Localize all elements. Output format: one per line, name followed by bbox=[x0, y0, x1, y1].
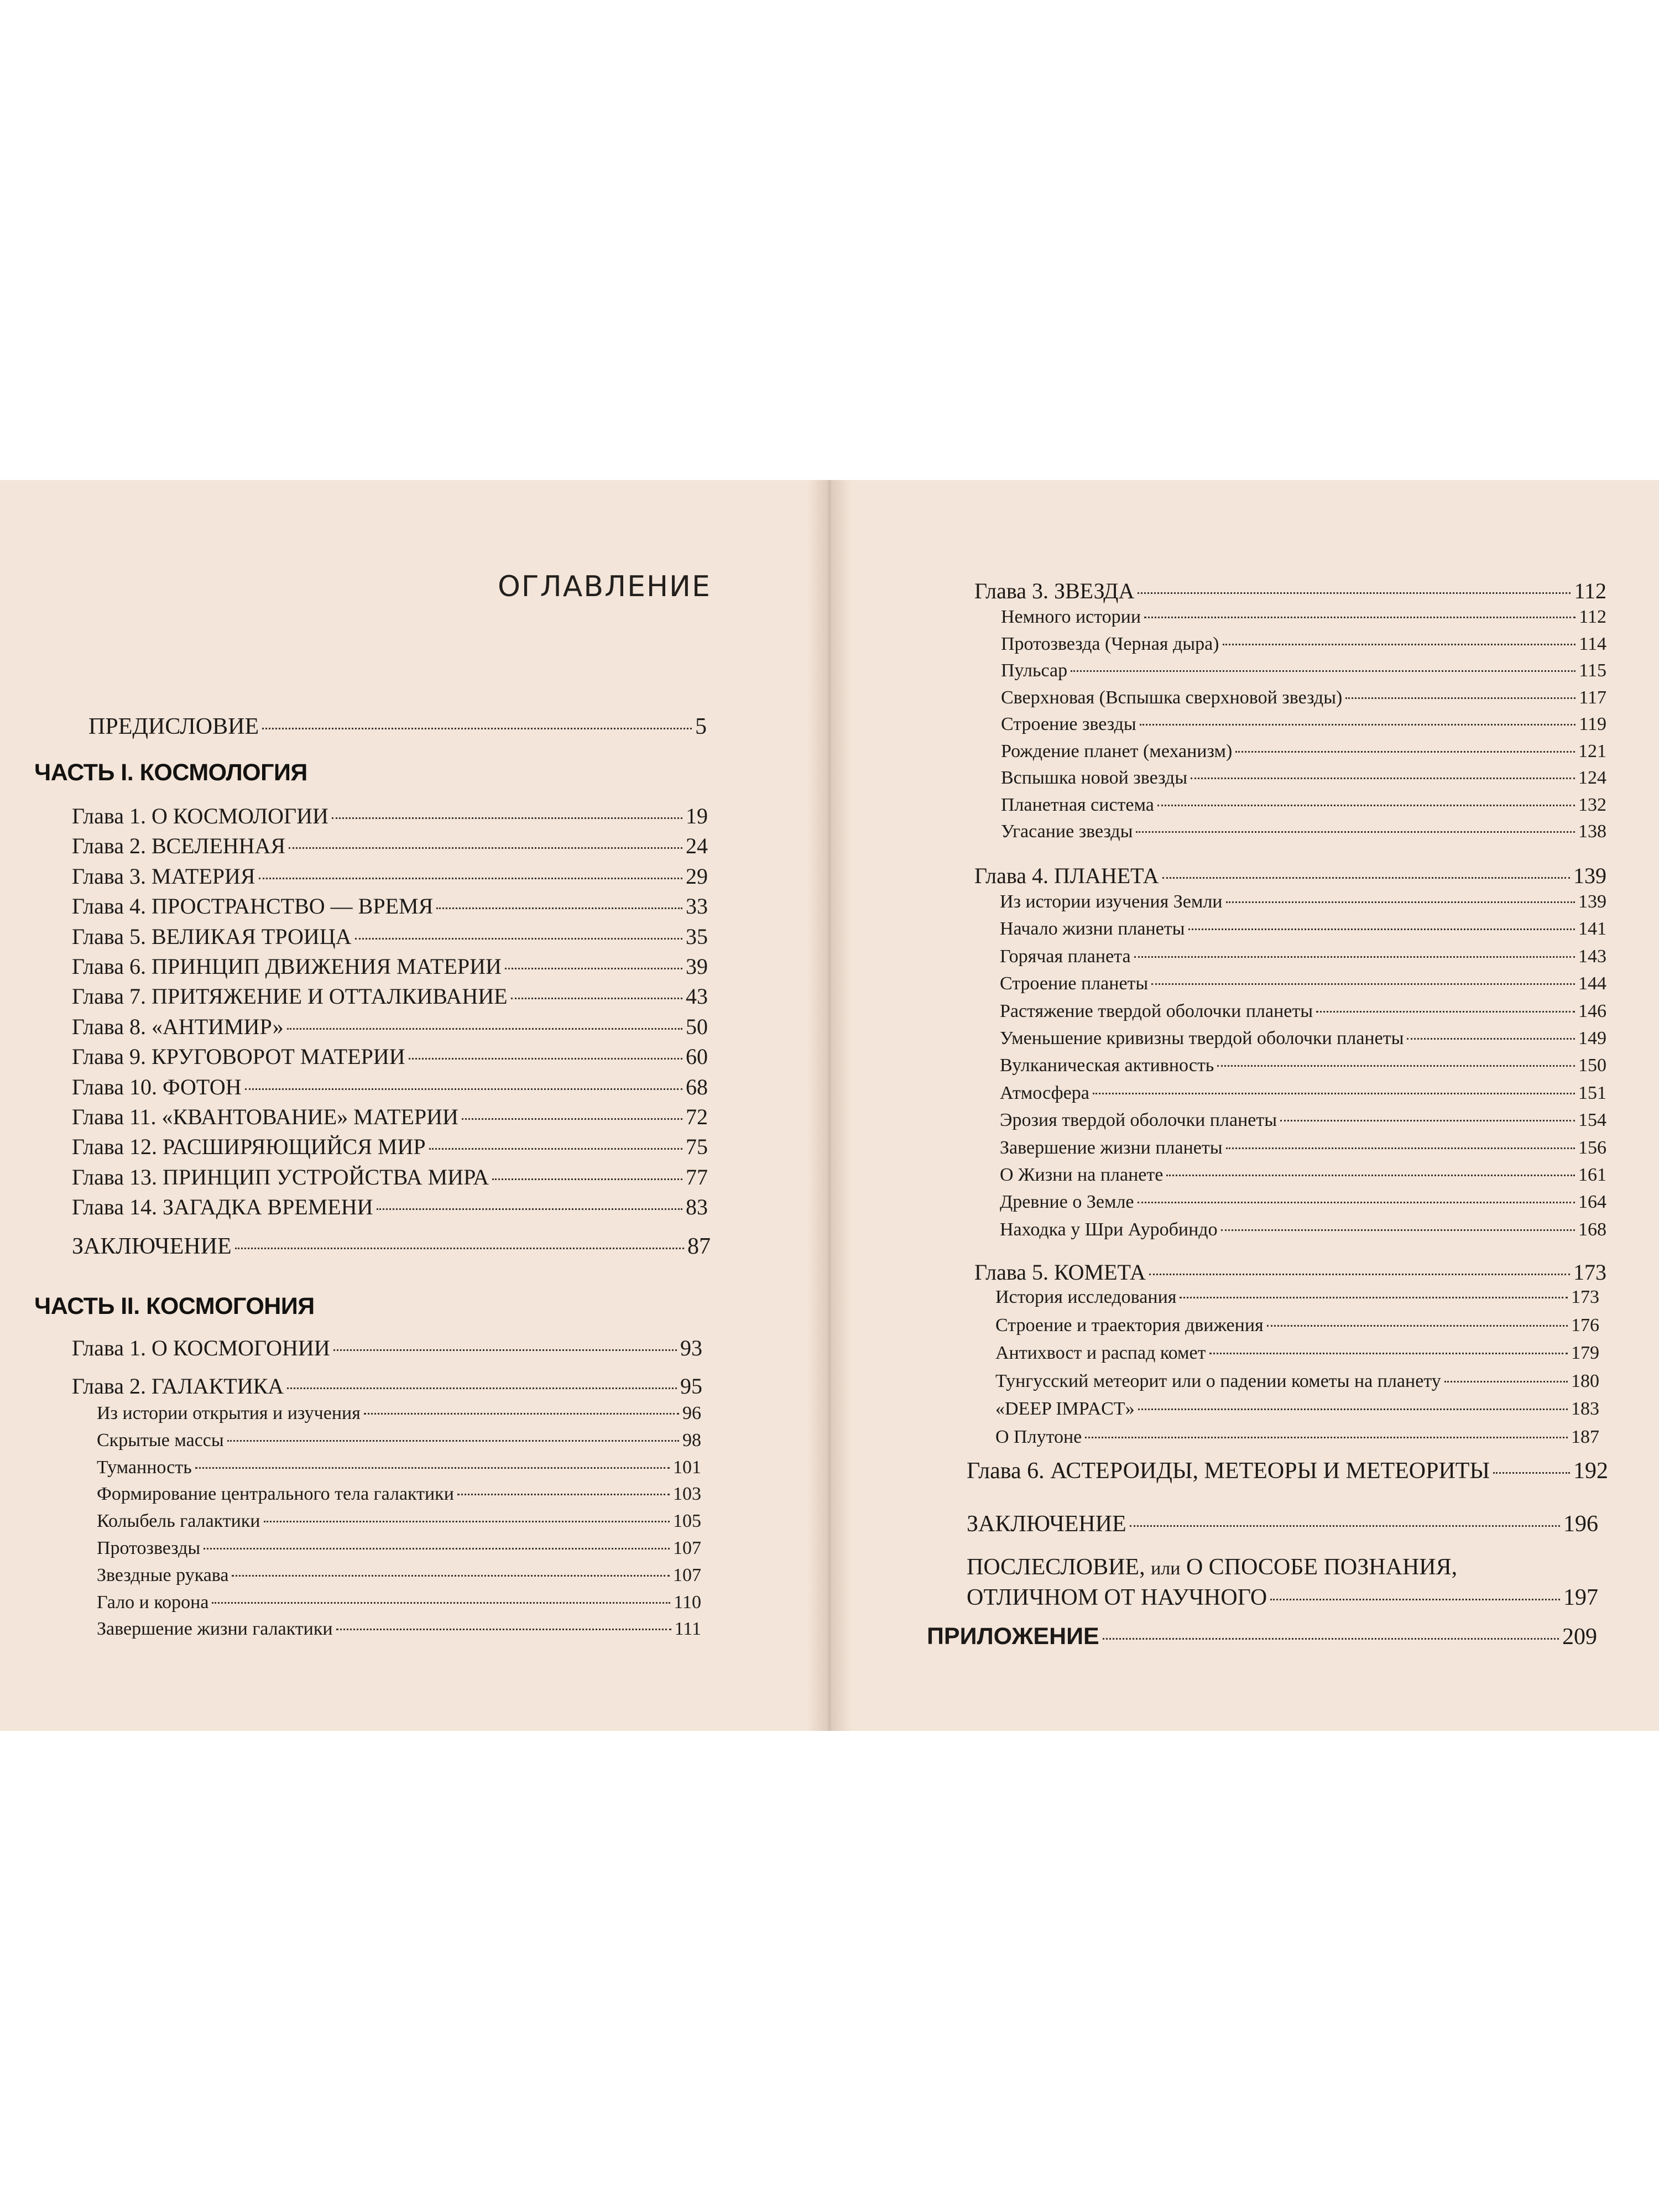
dot-leader bbox=[511, 998, 682, 999]
toc-entry-chapter bbox=[72, 1044, 708, 1070]
dot-leader bbox=[377, 1208, 682, 1210]
dot-leader bbox=[1209, 1353, 1568, 1354]
toc-entry-section bbox=[97, 1565, 701, 1586]
dot-leader bbox=[462, 1118, 682, 1120]
page-number: 192 bbox=[1573, 1458, 1608, 1484]
page-number: 161 bbox=[1578, 1165, 1606, 1185]
toc-entry-label: Строение звезды bbox=[1001, 714, 1136, 734]
page-number: 24 bbox=[686, 833, 708, 859]
dot-leader bbox=[1085, 1437, 1568, 1438]
page-number: 143 bbox=[1578, 946, 1606, 967]
toc-entry-chapter bbox=[974, 578, 1606, 604]
toc-entry-label: Древние о Земле bbox=[1000, 1192, 1134, 1213]
page-number: 151 bbox=[1578, 1082, 1606, 1103]
toc-entry-label: Уменьшение кривизны твердой оболочки планеты bbox=[1000, 1028, 1404, 1048]
dot-leader bbox=[1221, 1229, 1575, 1231]
page-number: 93 bbox=[680, 1335, 702, 1360]
page-number: 35 bbox=[686, 924, 708, 949]
toc-entry-section bbox=[995, 1371, 1599, 1392]
toc-entry-label: Глава 4. ПЛАНЕТА bbox=[974, 863, 1159, 888]
toc-entry-label: Глава 13. ПРИНЦИП УСТРОЙСТВА МИРА bbox=[72, 1164, 489, 1190]
page-number: 124 bbox=[1578, 768, 1606, 788]
toc-entry-section bbox=[97, 1457, 701, 1478]
dot-leader bbox=[505, 968, 682, 969]
toc-entry-label: Завершение жизни планеты bbox=[1000, 1137, 1223, 1158]
toc-entry-chapter bbox=[72, 1164, 708, 1190]
dot-leader bbox=[1138, 1202, 1575, 1203]
toc-entry-label: Глава 6. ПРИНЦИП ДВИЖЕНИЯ МАТЕРИИ bbox=[72, 954, 502, 979]
dot-leader bbox=[1223, 644, 1576, 645]
dot-leader bbox=[1217, 1065, 1575, 1067]
page-number: 209 bbox=[1562, 1624, 1597, 1650]
dot-leader bbox=[1493, 1472, 1570, 1474]
dot-leader bbox=[1316, 1011, 1575, 1013]
page-number: 103 bbox=[673, 1484, 701, 1505]
toc-entry-section bbox=[1000, 1083, 1606, 1104]
page-number: 107 bbox=[673, 1538, 701, 1558]
page-number: 98 bbox=[682, 1430, 701, 1451]
page-number: 101 bbox=[673, 1457, 701, 1478]
page-number: 33 bbox=[686, 894, 708, 919]
page-number: 139 bbox=[1573, 863, 1606, 888]
toc-entry-label: Глава 12. РАСШИРЯЮЩИЙСЯ МИР bbox=[72, 1134, 426, 1160]
toc-entry-section bbox=[995, 1287, 1599, 1308]
dot-leader bbox=[1280, 1120, 1575, 1121]
toc-entry-section bbox=[1001, 687, 1606, 708]
page-number: 154 bbox=[1578, 1110, 1606, 1131]
toc-entry-label: Протозвезды bbox=[97, 1538, 201, 1558]
dot-leader bbox=[1407, 1038, 1575, 1040]
toc-entry-section bbox=[1000, 1138, 1606, 1159]
dot-leader bbox=[1136, 831, 1575, 833]
toc-entry-preface bbox=[88, 713, 707, 740]
toc-entry-section bbox=[1001, 768, 1606, 789]
dot-leader bbox=[1138, 1408, 1568, 1410]
toc-entry-section bbox=[1001, 714, 1606, 735]
toc-entry-chapter bbox=[72, 833, 708, 859]
dot-leader bbox=[492, 1178, 682, 1180]
toc-entry-label: Вулканическая активность bbox=[1000, 1055, 1214, 1076]
toc-entry-section bbox=[1000, 1055, 1606, 1076]
page-number: 173 bbox=[1571, 1287, 1599, 1307]
toc-entry-section bbox=[97, 1430, 701, 1451]
toc-title: ОГЛАВЛЕНИЕ bbox=[498, 570, 711, 603]
dot-leader bbox=[235, 1248, 684, 1249]
dot-leader bbox=[1134, 956, 1575, 958]
page-number: 183 bbox=[1571, 1399, 1599, 1419]
toc-entry-label: ПОСЛЕСЛОВИЕ, bbox=[967, 1554, 1145, 1580]
toc-entry-label: Звездные рукава bbox=[97, 1564, 229, 1585]
toc-entry-chapter bbox=[72, 1134, 708, 1160]
page-number: 150 bbox=[1578, 1055, 1606, 1076]
toc-entry-chapter bbox=[974, 863, 1606, 889]
toc-entry-label: Горячая планета bbox=[1000, 946, 1131, 967]
toc-entry-chapter bbox=[72, 924, 708, 950]
part-heading: ЧАСТЬ I. КОСМОЛОГИЯ bbox=[34, 759, 307, 786]
page-number: 19 bbox=[686, 804, 708, 828]
toc-entry-section bbox=[97, 1511, 701, 1532]
toc-entry-section bbox=[1000, 1165, 1606, 1186]
dot-leader bbox=[1267, 1325, 1568, 1327]
page-number: 117 bbox=[1579, 687, 1606, 708]
page-number: 5 bbox=[695, 714, 707, 739]
toc-entry-label: Глава 1. О КОСМОГОНИИ bbox=[72, 1335, 330, 1360]
toc-entry-label: Глава 1. О КОСМОЛОГИИ bbox=[72, 804, 328, 828]
page-number: 115 bbox=[1579, 660, 1606, 681]
dot-leader bbox=[336, 1629, 671, 1630]
toc-entry-label: Глава 3. МАТЕРИЯ bbox=[72, 863, 255, 889]
page-number: 180 bbox=[1571, 1370, 1599, 1391]
dot-leader bbox=[1140, 724, 1576, 726]
toc-entry-label: ЗАКЛЮЧЕНИЕ bbox=[967, 1511, 1126, 1537]
toc-entry-label: Эрозия твердой оболочки планеты bbox=[1000, 1110, 1277, 1131]
toc-entry-label: Из истории изучения Земли bbox=[1000, 891, 1223, 912]
page-number: 112 bbox=[1574, 578, 1606, 603]
toc-entry-section bbox=[97, 1484, 701, 1505]
dot-leader bbox=[1162, 877, 1571, 879]
page-number: 111 bbox=[674, 1619, 701, 1640]
dot-leader bbox=[1151, 983, 1575, 985]
page-number: 149 bbox=[1578, 1028, 1606, 1048]
page-number: 107 bbox=[673, 1564, 701, 1585]
page-number: 144 bbox=[1578, 973, 1606, 994]
page-number: 77 bbox=[686, 1164, 708, 1190]
toc-entry-chapter bbox=[72, 953, 708, 979]
dot-leader bbox=[1157, 805, 1575, 806]
page-number: 95 bbox=[680, 1374, 702, 1399]
toc-entry-label: или bbox=[1151, 1558, 1181, 1579]
toc-entry-label: Глава 2. ВСЕЛЕННАЯ bbox=[72, 833, 286, 859]
toc-entry-label: Из истории открытия и изучения bbox=[97, 1403, 361, 1423]
dot-leader bbox=[1226, 901, 1575, 903]
toc-entry-section bbox=[97, 1403, 701, 1424]
toc-entry-label: О Плутоне bbox=[995, 1426, 1082, 1447]
dot-leader bbox=[409, 1058, 682, 1060]
toc-entry-label: Колыбель галактики bbox=[97, 1511, 260, 1532]
toc-entry-chapter bbox=[72, 803, 708, 829]
dot-leader bbox=[227, 1440, 679, 1442]
toc-entry-label: Глава 6. АСТЕРОИДЫ, МЕТЕОРЫ И МЕТЕОРИТЫ bbox=[967, 1458, 1490, 1484]
toc-entry-section bbox=[1001, 634, 1606, 655]
toc-entry-label: Глава 2. ГАЛАКТИКА bbox=[72, 1374, 284, 1399]
toc-entry-label: ОТЛИЧНОМ ОТ НАУЧНОГО bbox=[967, 1585, 1267, 1610]
dot-leader bbox=[1226, 1147, 1575, 1149]
toc-entry-section bbox=[995, 1343, 1599, 1364]
toc-entry-label: Угасание звезды bbox=[1001, 821, 1133, 842]
toc-entry-label: Антихвост и распад комет bbox=[995, 1343, 1206, 1363]
toc-entry-section bbox=[1000, 1192, 1606, 1213]
toc-entry-conclusion bbox=[967, 1511, 1598, 1537]
page-number: 164 bbox=[1578, 1192, 1606, 1213]
dot-leader bbox=[195, 1467, 670, 1469]
toc-entry-section bbox=[1000, 946, 1606, 967]
toc-entry-appendix bbox=[927, 1623, 1597, 1650]
page-number: 112 bbox=[1579, 607, 1606, 627]
toc-entry-chapter bbox=[967, 1458, 1608, 1484]
toc-entry-chapter bbox=[72, 1335, 702, 1361]
dot-leader bbox=[287, 1387, 677, 1389]
dot-leader bbox=[262, 728, 692, 729]
dot-leader bbox=[333, 1349, 677, 1351]
dot-leader bbox=[1235, 751, 1575, 753]
dot-leader bbox=[289, 847, 682, 849]
toc-entry-label: Вспышка новой звезды bbox=[1001, 768, 1188, 788]
toc-entry-label: Скрытые массы bbox=[97, 1430, 224, 1451]
toc-entry-label: Формирование центрального тела галактики bbox=[97, 1484, 454, 1505]
page-number: 141 bbox=[1578, 919, 1606, 940]
dot-leader bbox=[1444, 1381, 1568, 1383]
dot-leader bbox=[1138, 592, 1571, 594]
page-number: 114 bbox=[1579, 633, 1606, 654]
toc-entry-section bbox=[995, 1399, 1599, 1420]
toc-entry-section bbox=[1000, 919, 1606, 940]
toc-entry-label: История исследования bbox=[995, 1287, 1177, 1307]
page-number: 119 bbox=[1579, 714, 1606, 734]
toc-entry-section bbox=[97, 1619, 701, 1640]
toc-entry-chapter bbox=[72, 1373, 702, 1399]
page-number: 197 bbox=[1563, 1585, 1598, 1610]
page-number: 138 bbox=[1578, 821, 1606, 842]
toc-entry-label: Планетная система bbox=[1001, 794, 1154, 815]
toc-entry-label: ЗАКЛЮЧЕНИЕ bbox=[72, 1234, 232, 1259]
toc-entry-label: Начало жизни планеты bbox=[1000, 919, 1185, 940]
page-number: 168 bbox=[1578, 1219, 1606, 1240]
dot-leader bbox=[457, 1494, 670, 1495]
page-number: 39 bbox=[686, 954, 708, 979]
toc-entry-label: Находка у Шри Ауробиндо bbox=[1000, 1219, 1218, 1240]
page-number: 75 bbox=[686, 1134, 708, 1160]
toc-entry-label: Рождение планет (механизм) bbox=[1001, 740, 1233, 761]
dot-leader bbox=[1071, 670, 1575, 672]
toc-entry-label: Глава 8. «АНТИМИР» bbox=[72, 1014, 284, 1039]
toc-entry-label: Глава 5. ВЕЛИКАЯ ТРОИЦА bbox=[72, 924, 352, 949]
dot-leader bbox=[1103, 1638, 1559, 1640]
toc-entry-section bbox=[1001, 795, 1606, 816]
dot-leader bbox=[1130, 1525, 1560, 1527]
dot-leader bbox=[1149, 1274, 1570, 1275]
toc-entry-chapter bbox=[72, 863, 708, 889]
toc-entry-conclusion bbox=[72, 1233, 711, 1260]
page-number: 96 bbox=[682, 1403, 701, 1423]
page-number: 187 bbox=[1571, 1426, 1599, 1447]
dot-leader bbox=[264, 1521, 670, 1522]
page-number: 173 bbox=[1573, 1260, 1606, 1285]
toc-entry-chapter bbox=[72, 1104, 708, 1130]
toc-entry-section bbox=[1000, 1110, 1606, 1131]
toc-entry-section bbox=[1000, 1219, 1606, 1240]
toc-entry-chapter bbox=[72, 983, 708, 1009]
toc-entry-section bbox=[1000, 1001, 1606, 1022]
page-number: 146 bbox=[1578, 1000, 1606, 1021]
toc-entry-label: Глава 3. ЗВЕЗДА bbox=[974, 578, 1135, 603]
toc-entry-label: Гало и корона bbox=[97, 1592, 209, 1613]
dot-leader bbox=[364, 1413, 679, 1415]
page-number: 72 bbox=[686, 1104, 708, 1129]
dot-leader bbox=[232, 1575, 670, 1577]
part-heading: ЧАСТЬ II. КОСМОГОНИЯ bbox=[34, 1293, 315, 1319]
toc-entry-label: Глава 9. КРУГОВОРОТ МАТЕРИИ bbox=[72, 1044, 405, 1070]
toc-entry-label: Строение планеты bbox=[1000, 973, 1149, 994]
toc-entry-section bbox=[1001, 821, 1606, 842]
page-number: 139 bbox=[1578, 891, 1606, 912]
toc-entry-chapter bbox=[72, 893, 708, 919]
dot-leader bbox=[1144, 617, 1575, 618]
page-number: 132 bbox=[1578, 794, 1606, 815]
page-number: 50 bbox=[686, 1014, 708, 1039]
toc-entry-afterword bbox=[967, 1584, 1598, 1611]
dot-leader bbox=[436, 907, 682, 909]
toc-entry-label: ПРИЛОЖЕНИЕ bbox=[927, 1623, 1099, 1650]
toc-entry-label: Протозвезда (Черная дыра) bbox=[1001, 633, 1219, 654]
dot-leader bbox=[259, 878, 682, 879]
page-number: 156 bbox=[1578, 1137, 1606, 1158]
page-number: 105 bbox=[673, 1511, 701, 1532]
toc-entry-section bbox=[1000, 891, 1606, 912]
toc-entry-label: «DEEP IMPACT» bbox=[995, 1399, 1135, 1419]
dot-leader bbox=[1093, 1093, 1575, 1094]
toc-entry-label: О СПОСОБЕ ПОЗНАНИЯ, bbox=[1186, 1554, 1458, 1580]
toc-entry-label: Атмосфера bbox=[1000, 1082, 1089, 1103]
toc-entry-label: Сверхновая (Вспышка сверхновой звезды) bbox=[1001, 687, 1343, 708]
page-number: 29 bbox=[686, 863, 708, 889]
dot-leader bbox=[429, 1148, 682, 1150]
toc-entry-label: ПРЕДИСЛОВИЕ bbox=[88, 714, 259, 739]
dot-leader bbox=[1270, 1599, 1560, 1600]
toc-entry-label: Тунгусский метеорит или о падении кометы на планету bbox=[995, 1370, 1441, 1391]
toc-entry-label: Глава 4. ПРОСТРАНСТВО — ВРЕМЯ bbox=[72, 894, 434, 919]
page-number: 68 bbox=[686, 1074, 708, 1099]
page-number: 196 bbox=[1563, 1511, 1598, 1537]
dot-leader bbox=[1345, 697, 1575, 699]
dot-leader bbox=[245, 1088, 682, 1090]
toc-entry-section bbox=[1001, 660, 1606, 681]
toc-entry-chapter bbox=[72, 1014, 708, 1040]
toc-entry-section bbox=[995, 1315, 1599, 1336]
toc-entry-label: Строение и траектория движения bbox=[995, 1314, 1264, 1335]
toc-entry-label: О Жизни на планете bbox=[1000, 1165, 1164, 1185]
page-number: 110 bbox=[674, 1592, 701, 1613]
toc-entry-label: Глава 11. «КВАНТОВАНИЕ» МАТЕРИИ bbox=[72, 1104, 458, 1129]
toc-entry-label: Глава 14. ЗАГАДКА ВРЕМЕНИ bbox=[72, 1194, 373, 1220]
toc-entry-section bbox=[1000, 1028, 1606, 1049]
toc-entry-label: Глава 7. ПРИТЯЖЕНИЕ И ОТТАЛКИВАНИЕ bbox=[72, 984, 508, 1009]
toc-entry-chapter bbox=[72, 1074, 708, 1100]
toc-entry-label: Немного истории bbox=[1001, 607, 1141, 627]
toc-entry-label: Растяжение твердой оболочки планеты bbox=[1000, 1000, 1313, 1021]
toc-entry-section bbox=[97, 1592, 701, 1613]
toc-entry-section bbox=[1001, 741, 1606, 762]
toc-entry-label: Туманность bbox=[97, 1457, 192, 1478]
page-number: 60 bbox=[686, 1044, 708, 1070]
toc-entry-chapter bbox=[974, 1259, 1606, 1285]
toc-entry-label: Завершение жизни галактики bbox=[97, 1619, 333, 1640]
toc-entry-section bbox=[97, 1538, 701, 1559]
toc-entry-label: Глава 10. ФОТОН bbox=[72, 1074, 242, 1099]
dot-leader bbox=[287, 1028, 682, 1030]
page-number: 179 bbox=[1571, 1343, 1599, 1363]
dot-leader bbox=[355, 938, 682, 940]
toc-entry-label: Пульсар bbox=[1001, 660, 1068, 681]
dot-leader bbox=[1191, 778, 1575, 779]
toc-entry-section bbox=[1000, 973, 1606, 994]
toc-entry-chapter bbox=[72, 1194, 708, 1220]
page-number: 176 bbox=[1571, 1314, 1599, 1335]
dot-leader bbox=[212, 1602, 670, 1604]
toc-entry-label: Глава 5. КОМЕТА bbox=[974, 1260, 1146, 1285]
page-number: 43 bbox=[686, 984, 708, 1009]
dot-leader bbox=[1180, 1297, 1568, 1298]
dot-leader bbox=[1166, 1175, 1575, 1176]
dot-leader bbox=[332, 817, 682, 819]
page-number: 83 bbox=[686, 1194, 708, 1220]
page-number: 121 bbox=[1578, 740, 1606, 761]
toc-entry-section bbox=[1001, 607, 1606, 628]
toc-entry-afterword-line1 bbox=[967, 1554, 1457, 1580]
dot-leader bbox=[1188, 928, 1575, 930]
dot-leader bbox=[204, 1548, 670, 1550]
page-number: 87 bbox=[687, 1234, 711, 1259]
toc-entry-section bbox=[995, 1427, 1599, 1448]
